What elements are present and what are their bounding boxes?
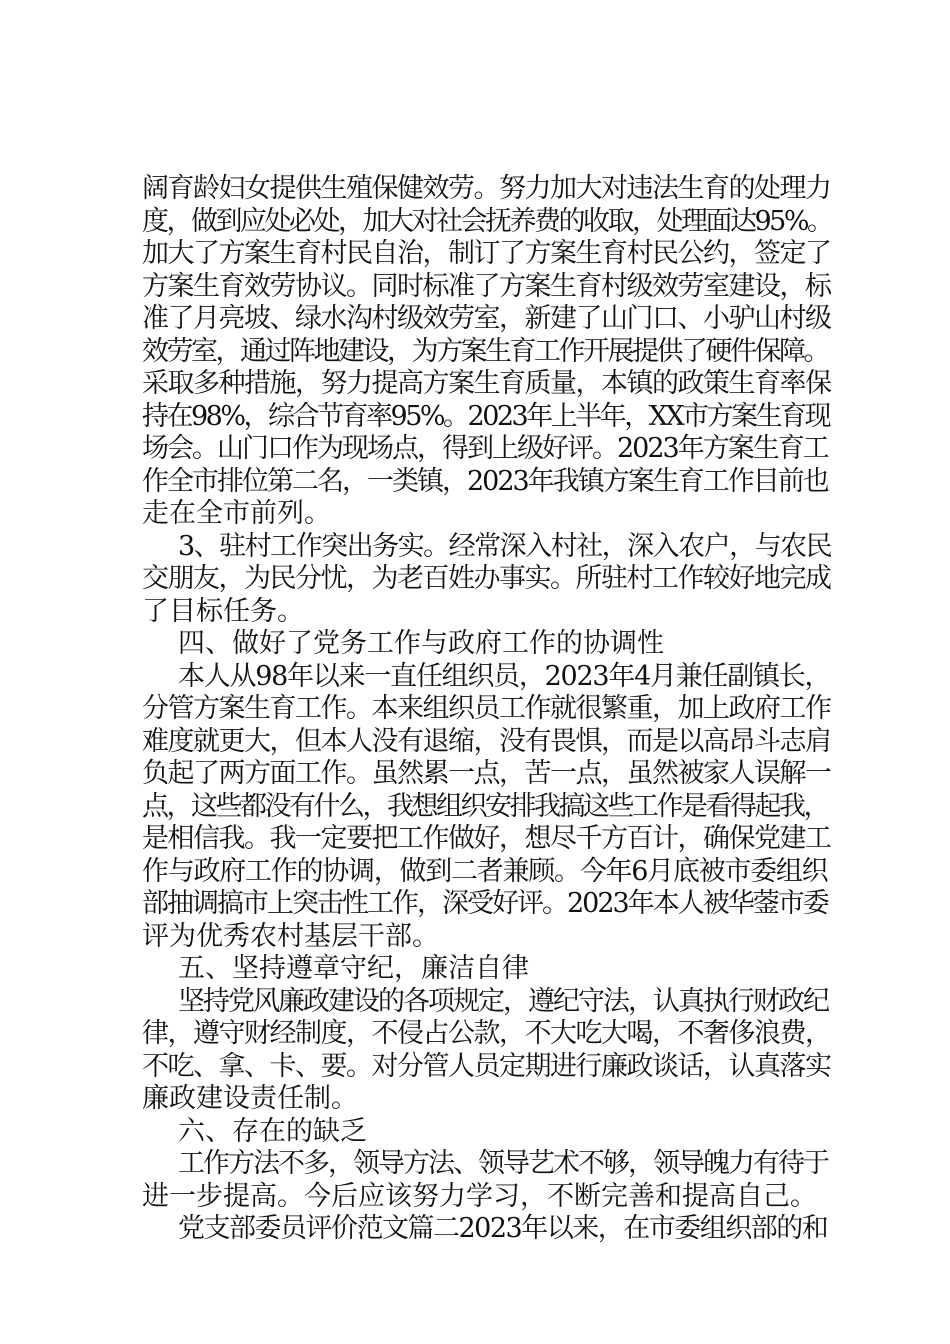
text-line: 是相信我。我一定要把工作做好，想尽千方百计，确保党建工 bbox=[142, 823, 831, 854]
text-line: 度，做到应处必处，加大对社会抚养费的收取，处理面达95%。 bbox=[142, 205, 832, 237]
text-line: 负起了两方面工作。虽然累一点，苦一点，虽然被家人误解一 bbox=[142, 758, 831, 789]
text-line: 持在98%，综合节育率95%。2023年上半年，XX市方案生育现 bbox=[142, 400, 830, 432]
text-line: 加大了方案生育村民自治，制订了方案生育村民公约，签定了 bbox=[142, 238, 831, 269]
text-line: 交朋友，为民分忧，为老百姓办事实。所驻村工作较好地完成 bbox=[142, 563, 831, 594]
text-line: 作全市排位第二名，一类镇，2023年我镇方案生育工作目前也 bbox=[142, 465, 828, 497]
paragraph-start-line: 党支部委员评价范文篇二2023年以来，在市委组织部的和 bbox=[178, 1213, 828, 1244]
section-heading: 六、存在的缺乏 bbox=[178, 1115, 367, 1147]
text-line: 作与政府工作的协调，做到二者兼顾。今年6月底被市委组织 bbox=[142, 855, 828, 887]
text-line: 采取多种措施，努力提高方案生育质量，本镇的政策生育率保 bbox=[142, 368, 831, 399]
text-line: 不吃、拿、卡、要。对分管人员定期进行廉政谈话，认真落实 bbox=[142, 1050, 831, 1082]
text-line: 阔育龄妇女提供生殖保健效劳。努力加大对违法生育的处理力 bbox=[142, 173, 831, 204]
text-line: 走在全市前列。 bbox=[142, 498, 331, 529]
text-line: 准了月亮坡、绿水沟村级效劳室，新建了山门口、小驴山村级 bbox=[142, 303, 831, 334]
text-line: 廉政建设责任制。 bbox=[142, 1083, 358, 1114]
paragraph-start-line: 本人从98年以来一直任组织员，2023年4月兼任副镇长， bbox=[178, 660, 831, 692]
text-line: 评为优秀农村基层干部。 bbox=[142, 920, 439, 952]
paragraph-start-line: 工作方法不多，领导方法、领导艺术不够，领导魄力有待于 bbox=[178, 1148, 828, 1179]
text-line: 律，遵守财经制度，不侵占公款，不大吃大喝，不奢侈浪费， bbox=[142, 1018, 831, 1049]
document-body bbox=[142, 173, 832, 1246]
section-heading: 五、坚持遵章守纪，廉洁自律 bbox=[178, 953, 529, 984]
paragraph-start-line: 坚持党风廉政建设的各项规定，遵纪守法，认真执行财政纪 bbox=[178, 985, 828, 1017]
text-line: 场会。山门口作为现场点，得到上级好评。2023年方案生育工 bbox=[142, 433, 828, 464]
text-line: 方案生育效劳协议。同时标准了方案生育村级效劳室建设，标 bbox=[142, 270, 831, 302]
text-line: 分管方案生育工作。本来组织员工作就很繁重，加上政府工作 bbox=[142, 693, 831, 724]
paragraph-start-line: 3、驻村工作突出务实。经常深入村社，深入农户，与农民 bbox=[178, 530, 832, 562]
text-line: 了目标任务。 bbox=[142, 595, 304, 627]
text-line: 效劳室，通过阵地建设，为方案生育工作开展提供了硬件保障。 bbox=[142, 335, 828, 367]
text-line: 难度就更大，但本人没有退缩，没有畏惧，而是以高昂斗志肩 bbox=[142, 725, 831, 757]
text-line: 部抽调搞市上突击性工作，深受好评。2023年本人被华蓥市委 bbox=[142, 888, 828, 919]
text-line: 进一步提高。今后应该努力学习，不断完善和提高自己。 bbox=[142, 1180, 817, 1212]
section-heading: 四、做好了党务工作与政府工作的协调性 bbox=[178, 628, 664, 659]
text-line: 点，这些都没有什么，我想组织安排我搞这些工作是看得起我， bbox=[142, 790, 828, 822]
